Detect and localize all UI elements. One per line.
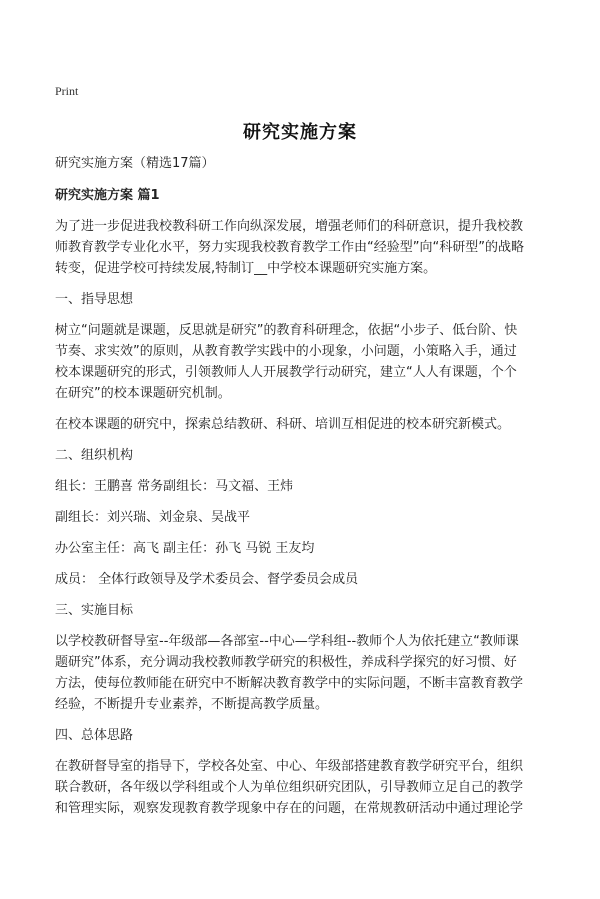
paragraph-line: 在教研督导室的指导下，学校各处室、中心、年级部搭建教育教学研究平台，组织 xyxy=(55,759,524,774)
document-body xyxy=(55,153,549,819)
research-model-paragraph: 在校本课题的研究中，探索总结教研、科研、培训互相促进的校本研究新模式。 xyxy=(55,417,511,432)
print-label: Print xyxy=(55,84,79,98)
heading-goals: 三、实施目标 xyxy=(55,603,134,618)
paragraph-line: 以学校教研督导室--年级部—各部室--中心—学科组--教师个人为依托建立“教师课 xyxy=(55,634,519,649)
org-members-line: 成员： 全体行政领导及学术委员会、督学委员会成员 xyxy=(55,572,359,587)
paragraph-line: 师教育教学专业化水平，努力实现我校教育教学工作由“经验型”向“科研型”的战略 xyxy=(55,240,524,255)
section-title: 研究实施方案 篇1 xyxy=(55,188,160,203)
page-title: 研究实施方案 xyxy=(243,122,357,143)
paragraph-line: 为了进一步促进我校教科研工作向纵深发展，增强老师们的科研意识，提升我校教 xyxy=(55,219,524,234)
heading-organization: 二、组织机构 xyxy=(55,448,134,463)
paragraph-line: 校本课题研究的形式，引领教师人人开展教学行动研究，建立“人人有课题，个个 xyxy=(55,365,517,380)
paragraph-line: 联合教研，各年级以学科组或个人为单位组织研究团队，引导教师立足自己的教学 xyxy=(55,780,524,795)
paragraph-line: 树立“问题就是课题，反思就是研究”的教育科研理念，依据“小步子、低台阶、快 xyxy=(55,323,518,338)
org-office-line: 办公室主任：高飞 副主任：孙飞 马锐 王友均 xyxy=(55,541,315,556)
intro-paragraph xyxy=(55,216,549,279)
paragraph-line: 经验，不断提升专业素养，不断提高教学质量。 xyxy=(55,697,329,712)
heading-guiding-thought: 一、指导思想 xyxy=(55,292,134,307)
document-subtitle: 研究实施方案（精选17篇） xyxy=(55,156,215,171)
approach-paragraph xyxy=(55,756,549,819)
paragraph-line: 题研究”体系，充分调动我校教师教学研究的积极性，养成科学探究的好习惯、好 xyxy=(55,655,517,670)
org-deputy-line: 副组长：刘兴瑞、刘金泉、吴战平 xyxy=(55,510,251,525)
goals-paragraph xyxy=(55,631,549,715)
heading-overall-approach: 四、总体思路 xyxy=(55,728,134,743)
paragraph-line: 方法，使每位教师能在研究中不断解决教育教学中的实际问题，不断丰富教育教学 xyxy=(55,676,524,691)
guiding-paragraph xyxy=(55,320,549,404)
paragraph-line: 节奏、求实效”的原则，从教育教学实践中的小现象，小问题，小策略入手，通过 xyxy=(55,344,517,359)
paragraph-line: 在研究”的校本课题研究机制。 xyxy=(55,386,231,401)
paragraph-line: 转变，促进学校可持续发展,特制订__中学校本课题研究实施方案。 xyxy=(55,261,437,276)
org-leader-line: 组长：王鹏喜 常务副组长：马文福、王炜 xyxy=(55,479,294,494)
paragraph-line: 和管理实际，观察发现教育教学现象中存在的问题，在常规教研活动中通过理论学 xyxy=(55,801,524,816)
